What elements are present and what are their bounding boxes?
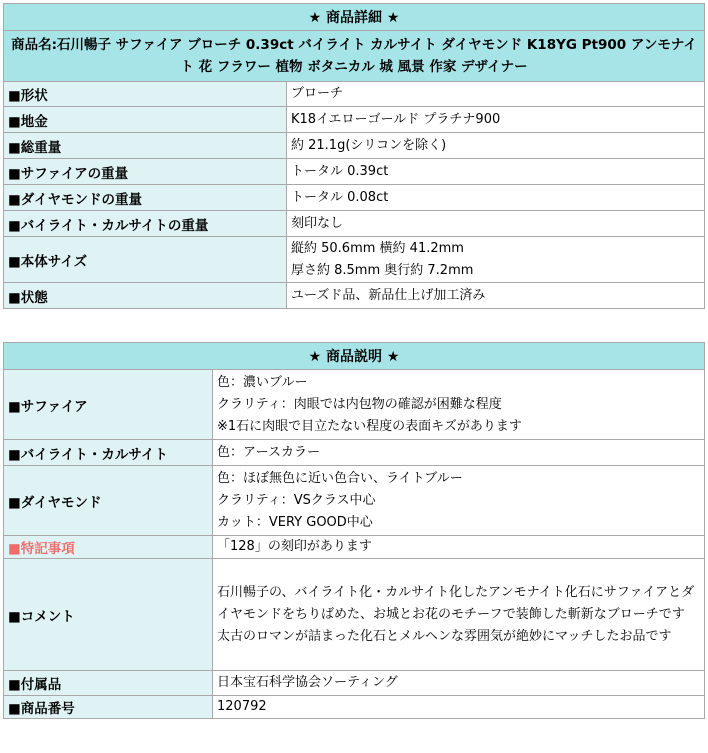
row-label: ■形状 [4, 82, 287, 107]
row-label: ■コメント [4, 559, 213, 671]
value-line: 刻印なし [291, 215, 344, 231]
row-label: ■総重量 [4, 133, 287, 159]
row-label: ■ダイヤモンド [4, 466, 213, 536]
table-row [4, 159, 705, 185]
product-name: 商品名:石川暢子 サファイア ブローチ 0.39ct バイライト カルサイト ダイヤモンド K18YG Pt900 アンモナイト 花 フラワー 植物 ボタニカル 城 風景 作家 デザイナー [4, 31, 705, 82]
value-line: 太古のロマンが詰まった化石とメルヘンな雰囲気が絶妙にマッチしたお品です [217, 628, 672, 644]
value-line: ユーズド品、新品仕上げ加工済み [291, 287, 486, 303]
row-label: ■地金 [4, 107, 287, 133]
table-row [4, 440, 705, 466]
row-label: ■商品番号 [4, 696, 213, 719]
row-value [213, 559, 705, 671]
value-line: ※1石に肉眼で目立たない程度の表面キズがあります [217, 418, 522, 434]
row-label: ■特記事項 [4, 536, 213, 559]
table-row [4, 466, 705, 536]
row-value [213, 466, 705, 536]
value-line: 石川暢子の、バイライト化・カルサイト化したアンモナイト化石にサファイアとダイヤモンドをちりばめた、お城とお花のモチーフで装飾した斬新なブローチです [217, 584, 695, 622]
value-line: 約 21.1g(シリコンを除く) [291, 137, 447, 153]
row-value [213, 440, 705, 466]
row-value [213, 696, 705, 719]
value-line: ブローチ [291, 86, 344, 101]
row-value [287, 211, 705, 237]
details-header: ★ 商品詳細 ★ [4, 4, 705, 31]
value-line: 色：ほぼ無色に近い色合い、ライトブルー [217, 470, 463, 486]
table-row [4, 107, 705, 133]
table-row [4, 283, 705, 309]
value-line: クラリティ：VSクラス中心 [217, 492, 376, 508]
value-line: トータル 0.39ct [291, 163, 389, 179]
row-value [287, 185, 705, 211]
value-line: 厚さ約 8.5mm 奥行約 7.2mm [291, 262, 474, 278]
value-line: 120792 [217, 699, 267, 714]
value-line: 色：アースカラー [217, 444, 320, 460]
table-row [4, 536, 705, 559]
row-value [287, 283, 705, 309]
table-row [4, 237, 705, 283]
value-line: 「128」の刻印があります [217, 539, 372, 554]
row-label: ■本体サイズ [4, 237, 287, 283]
row-value [287, 82, 705, 107]
value-line: 日本宝石科学協会ソーティング [217, 675, 398, 690]
row-value [287, 133, 705, 159]
row-value [213, 536, 705, 559]
row-value [287, 159, 705, 185]
row-value [213, 370, 705, 440]
row-label: ■ダイヤモンドの重量 [4, 185, 287, 211]
table-row [4, 82, 705, 107]
value-line: カット：VERY GOOD中心 [217, 514, 373, 530]
row-value [287, 237, 705, 283]
table-row [4, 211, 705, 237]
table-row [4, 133, 705, 159]
product-details-table [3, 3, 705, 309]
table-row [4, 370, 705, 440]
row-label: ■サファイア [4, 370, 213, 440]
value-line: トータル 0.08ct [291, 189, 389, 205]
row-label: ■バイライト・カルサイトの重量 [4, 211, 287, 237]
value-line: 色：濃いブルー [217, 374, 308, 390]
product-description-table [3, 342, 705, 719]
value-line: 縦約 50.6mm 横約 41.2mm [291, 240, 464, 256]
row-label: ■サファイアの重量 [4, 159, 287, 185]
row-label: ■バイライト・カルサイト [4, 440, 213, 466]
table-row [4, 185, 705, 211]
table-row [4, 696, 705, 719]
table-row [4, 671, 705, 696]
value-line: クラリティ：肉眼では内包物の確認が困難な程度 [217, 396, 502, 412]
row-value [287, 107, 705, 133]
row-label: ■状態 [4, 283, 287, 309]
table-row [4, 559, 705, 671]
row-label: ■付属品 [4, 671, 213, 696]
row-value [213, 671, 705, 696]
value-line: K18イエローゴールド プラチナ900 [291, 111, 501, 127]
description-header: ★ 商品説明 ★ [4, 343, 705, 370]
